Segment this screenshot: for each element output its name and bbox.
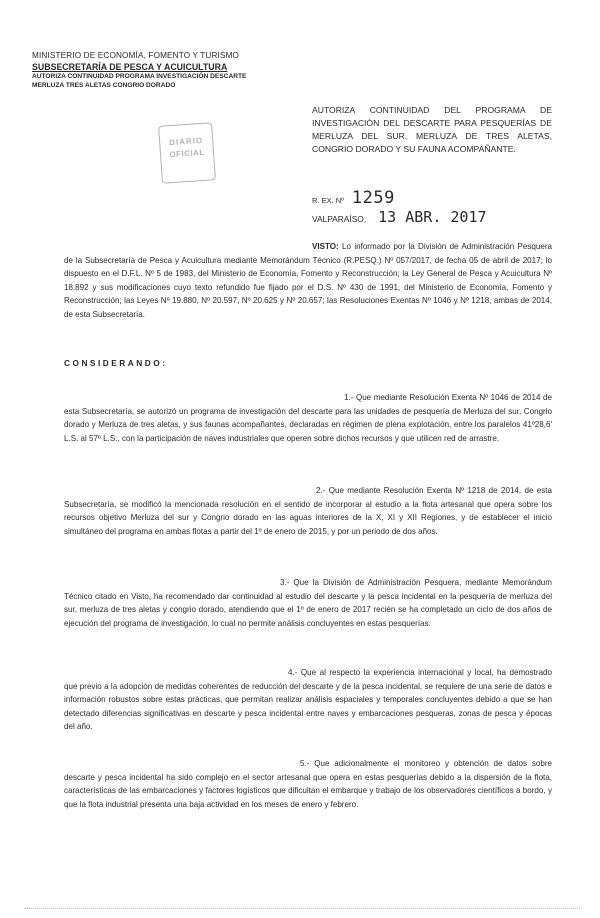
- reference-line-2: MERLUZA TRES ALETAS CONGRIO DORADO: [32, 81, 176, 89]
- resolution-date: 13 ABR. 2017: [378, 208, 487, 226]
- city: VALPARAÍSO,: [312, 214, 367, 224]
- resolution-number-line: [312, 188, 395, 208]
- letterhead: [32, 50, 292, 90]
- ministry-name: MINISTERIO DE ECONOMÍA, FOMENTO Y TURISMO: [32, 51, 240, 60]
- stamp-line-1: DIARIO: [168, 135, 204, 148]
- considerando-paragraph-2: 2.- Que mediante Resolución Exenta Nº 1218 de 2014, de esta Subsecretaría, se modificó la mencionada resolución en el sentido de incorporar al estudio a la flota artesanal que opera sobre los recursos objetivo Merluza del sur y Congrio dorado en las aguas interiores de la X, XI y XII Regiones, y de establecer el inicio simultáneo del programa en ambas flotas a partir del 1º de enero de 2015, y por un periodo de dos años.: [64, 486, 552, 536]
- visto-label: VISTO:: [312, 242, 339, 251]
- considerando-paragraph-5: 5.- Que adicionalmente el monitoreo y obtención de datos sobre descarte y pesca incidental ha sido complejo en el sector artesanal que opera en estas pesquerías debido a la dispersión de la flota, características de las embarcaciones y factores logísticos que dificultan el embarque y trabajo de los observadores científicos a bordo, y que la flota industrial presenta una baja actividad en los meses de enero y febrero.: [64, 759, 552, 809]
- considerando-paragraph-4: 4.- Que al respecto la experiencia internacional y local, ha demostrado que previo a la adopción de medidas coherentes de reducción del descarte y de la pesca incidental, se requiere de una serie de datos e información robustos sobre estas prácticas, que permitan realizar análisis espaciales y temporales concluyentes debido a que se han detectado diferencias significativas en descarte y pesca incidental entre naves y embarcaciones pesqueras, zonas de pesca y épocas del año.: [64, 668, 552, 731]
- considerando-heading: CONSIDERANDO:: [64, 358, 168, 368]
- page-footer-rule: [24, 908, 580, 909]
- visto-paragraph: [64, 240, 552, 321]
- resolution-subject: AUTORIZA CONTINUIDAD DEL PROGRAMA DE INVESTIGACIÓN DEL DESCARTE PARA PESQUERÍAS DE MERLUZA DEL SUR, MERLUZA DE TRES ALETAS, CONGRIO DORADO Y SU FAUNA ACOMPAÑANTE.: [312, 105, 552, 154]
- official-stamp: [158, 122, 216, 184]
- resolution-label: R. EX. Nº: [312, 196, 344, 205]
- visto-text: Lo informado por la División de Administración Pesquera de la Subsecretaría de Pesca y Acuicultura mediante Memorándum Técnico (R.PESQ.) Nº 057/2017, de fecha 05 de abril de 2017; lo dispuesto en el D.F.L. Nº 5 de 1983, del Ministerio de Economía, Fomento y Reconstrucción; la Ley General de Pesca y Acuicultura Nº 18.892 y sus modificaciones cuyo texto refundido fue fijado por el D.S. Nº 430 de 1991, del Ministerio de Economía, Fomento y Reconstrucción; las Leyes Nº 19.880, Nº 20.597, Nº 20.625 y Nº 20.657; las Resoluciones Exentas Nº 1046 y Nº 1218, ambas de 2014, de esta Subsecretaría.: [64, 242, 552, 319]
- subsecretaria-name: SUBSECRETARÍA DE PESCA Y ACUICULTURA: [32, 62, 228, 72]
- considerando-paragraph-3: 3.- Que la División de Administración Pesquera, mediante Memorándum Técnico citado en Visto, ha recomendado dar continuidad al estudio del descarte y la pesca incidental en la pesquería de merluza del sur, merluza de tres aletas y congrio dorado, atendiendo que el 1º de enero de 2017 recién se ha completado un ciclo de dos años de ejecución del programa de investigación, lo cual no permite análisis concluyentes en estas pesquerías.: [64, 578, 552, 628]
- reference-line-1: AUTORIZA CONTINUIDAD PROGRAMA INVESTIGACIÓN DESCARTE: [32, 73, 247, 80]
- date-line: [312, 208, 487, 227]
- resolution-number: 1259: [351, 188, 395, 208]
- considerando-paragraph-1: 1.- Que mediante Resolución Exenta Nº 1046 de 2014 de esta Subsecretaría, se autorizó un programa de investigación del descarte para las unidades de pesquería de Merluza del sur, Congrio dorado y Merluza de tres aletas, y sus faunas acompañantes, declaradas en régimen de plena explotación, entre los paralelos 41º28,6' L.S. al 57º L.S., con la participación de naves industriales que operen sobre dichos recursos y que utilicen red de arrastre.: [64, 393, 552, 443]
- stamp-line-2: OFICIAL: [169, 147, 206, 160]
